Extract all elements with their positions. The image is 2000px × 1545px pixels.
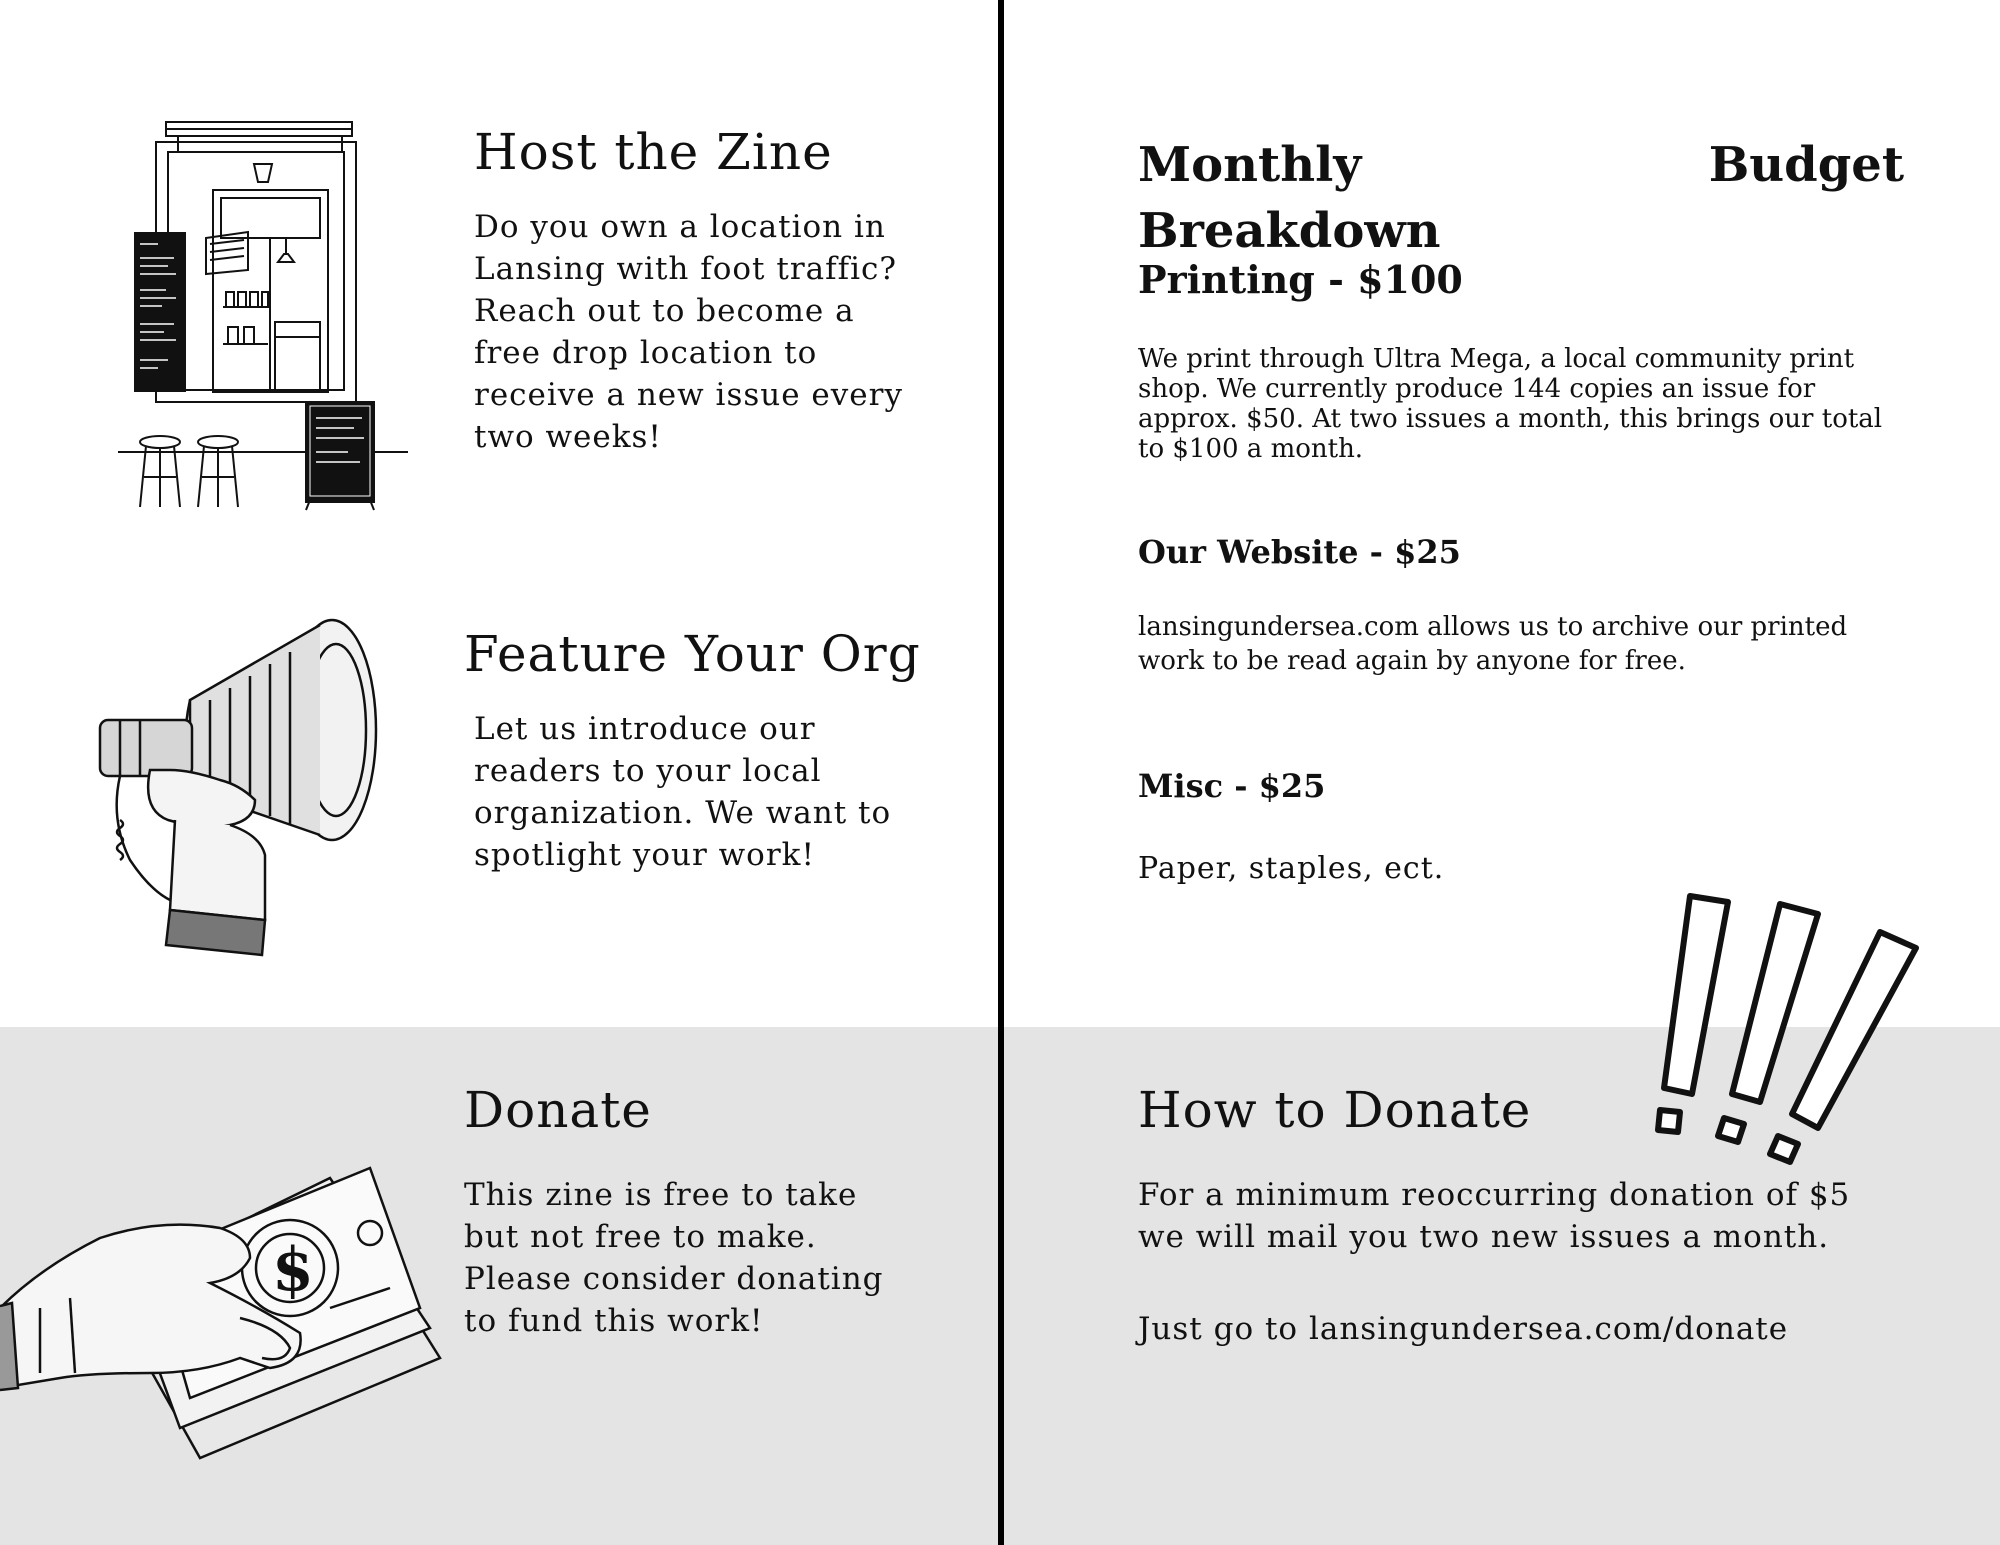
how-to-donate-body — [1138, 1174, 1938, 1258]
host-line: two weeks! — [474, 419, 662, 455]
feature-body — [464, 708, 944, 876]
donate-body — [464, 1174, 944, 1342]
printing-section — [1138, 258, 1938, 464]
website-heading: Our Website - $25 — [1138, 533, 1461, 571]
feature-section — [464, 626, 944, 876]
host-line: Lansing with foot traffic? — [474, 251, 897, 287]
misc-section — [1138, 766, 1838, 890]
budget-title-word-budget: Budget — [1708, 137, 1904, 193]
printing-body — [1138, 344, 1938, 464]
printing-line: to $100 a month. — [1138, 434, 1364, 464]
donate-line: but not free to make. — [464, 1219, 817, 1255]
host-line: Do you own a location in — [474, 209, 886, 245]
donate-link-line: Just go to lansingundersea.com/donate — [1138, 1311, 1789, 1347]
host-line: free drop location to — [474, 335, 818, 371]
website-section — [1138, 532, 1938, 678]
donate-line: to fund this work! — [464, 1303, 764, 1339]
how-line: For a minimum reoccurring donation of $5 — [1138, 1177, 1851, 1213]
feature-line: Let us introduce our — [474, 711, 816, 747]
misc-heading: Misc - $25 — [1138, 767, 1326, 805]
host-title: Host the Zine — [474, 123, 833, 181]
donate-line: Please consider donating — [464, 1261, 884, 1297]
host-body — [474, 206, 934, 458]
host-line: receive a new issue every — [474, 377, 903, 413]
misc-text: Paper, staples, ect. — [1138, 851, 1445, 886]
printing-line: We print through Ultra Mega, a local community print — [1138, 344, 1855, 374]
feature-line: spotlight your work! — [474, 837, 815, 873]
megaphone-illustration — [80, 620, 410, 960]
budget-title — [1138, 132, 1904, 272]
storefront-illustration — [118, 112, 408, 512]
how-to-donate-title: How to Donate — [1138, 1081, 1532, 1139]
printing-line: approx. $50. At two issues a month, this brings our total — [1138, 404, 1883, 434]
budget-title-word-breakdown: Breakdown — [1138, 203, 1441, 259]
money-hand-illustration — [0, 1158, 440, 1458]
feature-line: organization. We want to — [474, 795, 892, 831]
feature-line: readers to your local — [474, 753, 822, 789]
website-line: lansingundersea.com allows us to archive our printed — [1138, 612, 1848, 642]
host-line: Reach out to become a — [474, 293, 855, 329]
donate-title: Donate — [464, 1081, 652, 1139]
website-line: work to be read again by anyone for free. — [1138, 646, 1686, 676]
donate-section — [464, 1082, 944, 1342]
printing-line: shop. We currently produce 144 copies an issue for — [1138, 374, 1816, 404]
svg-text:$: $ — [272, 1235, 314, 1305]
website-body — [1138, 610, 1938, 678]
how-line: we will mail you two new issues a month. — [1138, 1219, 1830, 1255]
printing-heading: Printing - $100 — [1138, 257, 1463, 302]
how-to-donate-section — [1138, 1082, 1938, 1350]
feature-title: Feature Your Org — [464, 625, 921, 683]
donate-line: This zine is free to take — [464, 1177, 858, 1213]
budget-title-word-monthly: Monthly — [1138, 137, 1362, 193]
host-section — [474, 124, 934, 458]
center-divider — [998, 0, 1004, 1545]
